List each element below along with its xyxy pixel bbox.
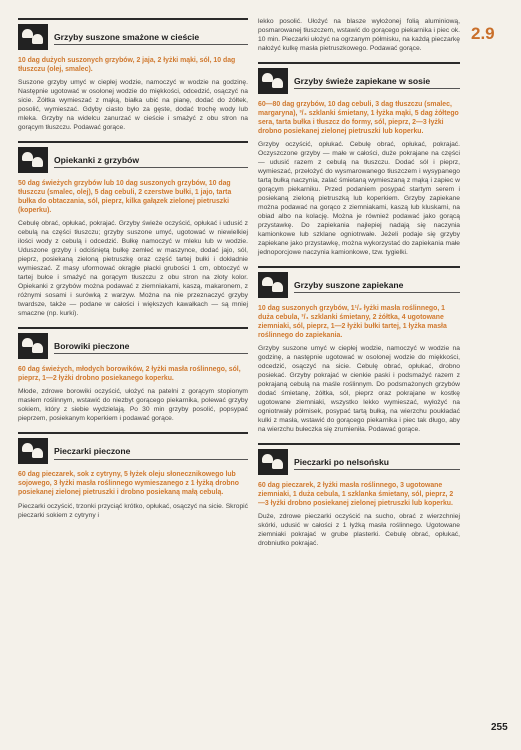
recipe-ingredients: 50 dag świeżych grzybów lub 10 dag suszonych grzybów, 10 dag tłuszczu (smalec, olej), 5 dag cebuli, 2 czerstwe bułki, 1 jajo, tarta bułka do obtaczania, sól, pieprz, kilka gałązek zielonej pietruszki (koperku). bbox=[18, 180, 232, 215]
recipe-ingredients: 60 dag świeżych, młodych borowików, 2 łyżki masła roślinnego, sól, pieprz, 1—2 łyżki drobno posiekanego koperku. bbox=[18, 366, 241, 383]
recipe-title: Grzyby świeże zapiekane w sosie bbox=[294, 75, 431, 86]
recipe-title: Grzyby suszone zapiekane bbox=[294, 279, 404, 290]
recipe-ingredients: 60 dag pieczarek, 2 łyżki masła roślinnego, 3 ugotowane ziemniaki, 1 duża cebula, 1 szklanka śmietany, sól, pieprz, 2—3 łyżki drobno posiekanej zielonej pietruszki lub koperku. bbox=[258, 482, 454, 508]
recipe-ingredients: 10 dag suszonych grzybów, 1¹/₂ łyżki masła roślinnego, 1 duża cebula, ³/₄ szklanki śmietany, 2 żółtka, 4 ugotowane ziemniaki, sól, pieprz, 1—2 łyżki bułki tartej, 1 łyżka masła roślinnego do zapiekania. bbox=[258, 304, 447, 340]
recipe-method: Grzyby suszone umyć w ciepłej wodzie, namoczyć w wodzie na godzinę, a następnie ugotować w osolonej wodzie do miękkości, odcedzić, osączyć na sicie. Cebulę obrać, opłukać, drobno posiekać. Grzyby pokrajać w cienkie paski i podsmażyć razem z pokrajaną cebulą na maśle roślinnym. Do podsmażonych grzybów dodać śmietanę, żółtka, sól, pieprz oraz pokrajane w kostkę ugotowane ziemniaki, wszystko lekko wymieszać, wyłożyć na ogniotrwały półmisek, posypać tartą bułką, na wierzchu poukładać kulki z masła, wstawić do gorącego piekarnika i piec tak długo, aby na wierzchu bułeczka się zrumieniła. Podawać gorące. bbox=[258, 345, 460, 434]
recipe-method: Duże, zdrowe pieczarki oczyścić na sucho, obrać z wierzchniej skórki, udusić w całości z 1 łyżką masła roślinnego. Ugotowane ziemniaki pokrajać w grube plasterki. Cebulę obrać, opłukać, drobniutko pokrajać. bbox=[258, 513, 460, 548]
recipe-method: Suszone grzyby umyć w ciepłej wodzie, namoczyć w wodzie na godzinę. Następnie ugotować w osolonej wodzie do miękkości, odcedzić, osączyć na sicie. Żółtka wymieszać z mąką, białka ubić na pianę, dodać do żółtek, posolić, wymieszać. Gdyby ciasto było za gęste, dodać trochę wody lub mleka. Grzyby na widelcu zanurzać w cieście i smażyć z obu stron na gorącym tłuszczu. Podawać gorące. bbox=[18, 79, 248, 132]
recipe-header bbox=[18, 432, 248, 464]
recipe-title: Opiekanki z grzybów bbox=[54, 155, 140, 166]
mushroom-icon bbox=[18, 438, 48, 464]
recipe-header bbox=[18, 141, 248, 173]
page-number: 255 bbox=[491, 722, 508, 733]
right-column bbox=[258, 18, 460, 557]
left-column bbox=[18, 18, 248, 528]
recipe bbox=[18, 327, 248, 424]
recipe-method: Młode, zdrowe borowiki oczyścić, ułożyć na patelni z gorącym stopionym masłem roślinnym, wstawić do niezbyt gorącego piekarnika, polewać grzyby sokiem, który z siebie wydzielają. Po 30 min grzyby posolić, popsypać pieprzem, posiekanym koperkiem i podawać gorące. bbox=[18, 388, 248, 423]
recipe-method: Grzyby oczyścić, opłukać. Cebulę obrać, opłukać, pokrajać. Oczyszczone grzyby — małe w całości, duże pokrajane na części — udusić razem z cebulą na tłuszczu. Dodać sól i pieprz, wymieszać, przełożyć do wysmarowanego tłuszczem i wysypanego tartą bułką naczynia, zalać śmietaną wymieszaną z mąką i zapiec w gorącym piekarniku. Przed podaniem posypać startym serem i posiekaną zieloną pietruszką lub koperkiem. Grzyby zapiekane można podawać na gorąco z ziemniakami, kaszą lub kluskami, na obiad albo na kolację. Można je również podawać jako gorącą przystawkę. Do zapiekania najlepiej nadają się naczynia kamionkowe lub szklane ogniotrwałe. Jeżeli podaje się grzyby zapiekane jako przystawkę, można wykorzystać do zapiekania małe jednoporcjowe naczynia kamionkowe, tzw. tygielki. bbox=[258, 141, 460, 256]
recipe-header bbox=[258, 62, 460, 94]
recipe-ingredients: 10 dag dużych suszonych grzybów, 2 jaja, 2 łyżki mąki, sól, 10 dag tłuszczu (olej, smalec). bbox=[18, 57, 236, 74]
recipe-header bbox=[258, 266, 460, 298]
recipe-header bbox=[258, 443, 460, 475]
recipe-title: Pieczarki po nelsońsku bbox=[294, 457, 390, 468]
recipe-method: Pieczarki oczyścić, trzonki przyciąć krótko, opłukać, osączyć na sicie. Skropić pieczarki sokiem z cytryny i bbox=[18, 502, 248, 519]
recipe bbox=[258, 266, 460, 435]
chapter-badge: 2.9 bbox=[471, 24, 495, 43]
mushroom-icon bbox=[18, 333, 48, 359]
recipe-ingredients: 60 dag pieczarek, sok z cytryny, 5 łyżek oleju słonecznikowego lub sojowego, 3 łyżki masła roślinnego wymieszanego z 1 łyżką drobno posiekanej zielonej pietruszki i drobno posiekaną małą cebulą. bbox=[18, 471, 239, 497]
recipe-title: Borowiki pieczone bbox=[54, 341, 130, 352]
mushroom-icon bbox=[258, 68, 288, 94]
recipe bbox=[258, 443, 460, 549]
recipe-header bbox=[18, 18, 248, 50]
recipe bbox=[18, 432, 248, 520]
recipe-ingredients: 60—80 dag grzybów, 10 dag cebuli, 3 dag tłuszczu (smalec, margaryna), ³/₄ szklanki śmietany, 1 łyżka mąki, 5 dag żółtego sera, tarta bułka i tłuszcz do formy, sól, pieprz, 2—3 łyżki drobno posiekanej zielonej pietruszki lub koperku. bbox=[258, 100, 459, 136]
recipe-title: Pieczarki pieczone bbox=[54, 446, 131, 457]
mushroom-icon bbox=[18, 24, 48, 50]
recipe-method: Cebulę obrać, opłukać, pokrajać. Grzyby świeże oczyścić, opłukać i udusić z cebulą na części tłuszczu; grzyby suszone umyć, ugotować w niewielkiej ilości wody z cebulą i odcedzić. Bułkę namoczyć w mleku lub w wodzie. Uduszone grzyby i odciśniętą bułkę zemleć w maszynce, dodać jajo, sól, pieprz, posiekaną zieloną pietruszkę oraz część tartej bułki i dokładnie wymieszać. Z masy uformować okrągłe płacki grubości 1 cm, obtoczyć w tartej bułce i smażyć na gorącym tłuszczu z obu stron na złoty kolor. Opiekanki z grzybów można podawać z ziemniakami, kaszą, makaronem, z różnymi sosami i surówką z warzyw. Można na nie przeznaczyć grzyby twardsze, także — podane w całości i większych kawałkach — są mniej smaczne (np. kurki). bbox=[18, 220, 248, 318]
recipe-method-continuation: lekko posolić. Ułożyć na blasze wyłożonej folią aluminiową, posmarowanej tłuszczem, wstawić do gorącego piekarnika i piec ok. 10 min. Pieczarki ułożyć na ogrzanym półmisku, na każdą pieczarkę nałożyć kulkę masła pietruszkowego. Podawać gorące. bbox=[258, 18, 460, 52]
recipe bbox=[258, 62, 460, 258]
recipe bbox=[18, 18, 248, 133]
mushroom-icon bbox=[258, 449, 288, 475]
mushroom-icon bbox=[258, 272, 288, 298]
recipe bbox=[18, 141, 248, 319]
recipe-header bbox=[18, 327, 248, 359]
recipe-title: Grzyby suszone smażone w cieście bbox=[54, 32, 200, 42]
mushroom-icon bbox=[18, 147, 48, 173]
